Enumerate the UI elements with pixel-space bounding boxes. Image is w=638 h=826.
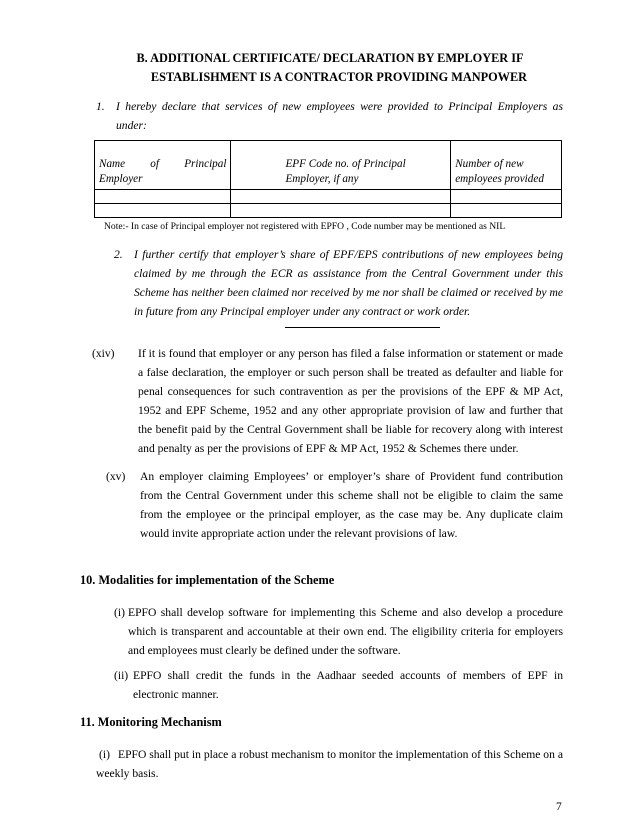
declaration-2-text: I further certify that employer’s share of EPF/EPS contributions of new employees being claimed by me through the ECR as assistance from the Central Government under this Scheme has neither been claimed nor received by me nor shall be claimed or received by me in future from any Principal employer under any contract or work order. <box>134 248 563 318</box>
section-10-item-1 <box>114 603 563 660</box>
clause-xiv-text: If it is found that employer or any person has filed a false information or statement or made a false declaration, the employer or such person shall be treated as defaulter and liable for penal consequences for such contravention as per the provisions of the EPF & MP Act, 1952 and EPF Scheme, 1952 and any other appropriate provision of law and further that the benefit paid by the Central Government shall be liable for recovery along with interest and penalty as per the provisions of EPF & MP Act, 1952 & Schemes there under. <box>138 347 563 455</box>
declaration-1 <box>96 97 563 135</box>
section-b-heading <box>60 49 600 87</box>
table-cell <box>95 204 231 218</box>
clause-xiv <box>92 344 563 458</box>
separator-line <box>285 327 440 328</box>
section-10-heading: 10. Modalities for implementation of the Scheme <box>80 573 335 587</box>
table-cell <box>231 204 451 218</box>
clause-xiv-number: (xiv) <box>92 347 115 360</box>
table-cell <box>451 190 562 204</box>
section-10-item-1-text: EPFO shall develop software for implementing this Scheme and also develop a procedure which is transparent and accountable at their own end. The eligibility criteria for employers and employees must clearly be defined under the software. <box>128 606 563 657</box>
section-10-item-1-number: (i) <box>114 606 125 619</box>
col-epf-code: EPF Code no. of Principal Employer, if any <box>231 141 451 190</box>
table-row <box>95 190 562 204</box>
page-number: 7 <box>556 800 562 813</box>
declaration-1-number: 1. <box>96 100 105 113</box>
section-11-item-1 <box>96 745 563 783</box>
section-10-item-2 <box>114 666 563 704</box>
declaration-1-text: I hereby declare that services of new employees were provided to Principal Employers as under: <box>116 100 563 132</box>
col-new-employees: Number of new employees provided <box>451 141 562 190</box>
section-b-heading-line1: B. ADDITIONAL CERTIFICATE/ DECLARATION BY EMPLOYER IF <box>136 51 524 65</box>
section-10-item-2-text: EPFO shall credit the funds in the Aadhaar seeded accounts of members of EPF in electronic manner. <box>133 669 563 701</box>
section-11-item-1-text: EPFO shall put in place a robust mechanism to monitor the implementation of this Scheme on a weekly basis. <box>96 748 563 780</box>
section-11-item-1-number: (i) <box>99 748 110 761</box>
section-b-heading-line2: ESTABLISHMENT IS A CONTRACTOR PROVIDING MANPOWER <box>150 70 528 84</box>
declaration-2 <box>96 245 563 321</box>
principal-employer-table <box>94 140 562 218</box>
clause-xv-number: (xv) <box>106 470 126 483</box>
table-header-row <box>95 141 562 190</box>
table-cell <box>451 204 562 218</box>
declaration-2-number: 2. <box>114 248 123 261</box>
section-11-heading: 11. Monitoring Mechanism <box>80 715 222 729</box>
col-principal-employer: Name of Principal Employer <box>95 141 231 190</box>
clause-xv-text: An employer claiming Employees’ or employer’s share of Provident fund contribution from the Central Government under this scheme shall not be eligible to claim the same from the employee or the principal employer, as the case may be. Any duplicate claim would invite appropriate action under the relevant provisions of law. <box>140 470 563 540</box>
table-row <box>95 204 562 218</box>
table-cell <box>231 190 451 204</box>
section-10-item-2-number: (ii) <box>114 669 129 682</box>
table-cell <box>95 190 231 204</box>
clause-xv <box>92 467 563 543</box>
table-note: Note:- In case of Principal employer not registered with EPFO , Code number may be mentioned as NIL <box>104 221 506 232</box>
